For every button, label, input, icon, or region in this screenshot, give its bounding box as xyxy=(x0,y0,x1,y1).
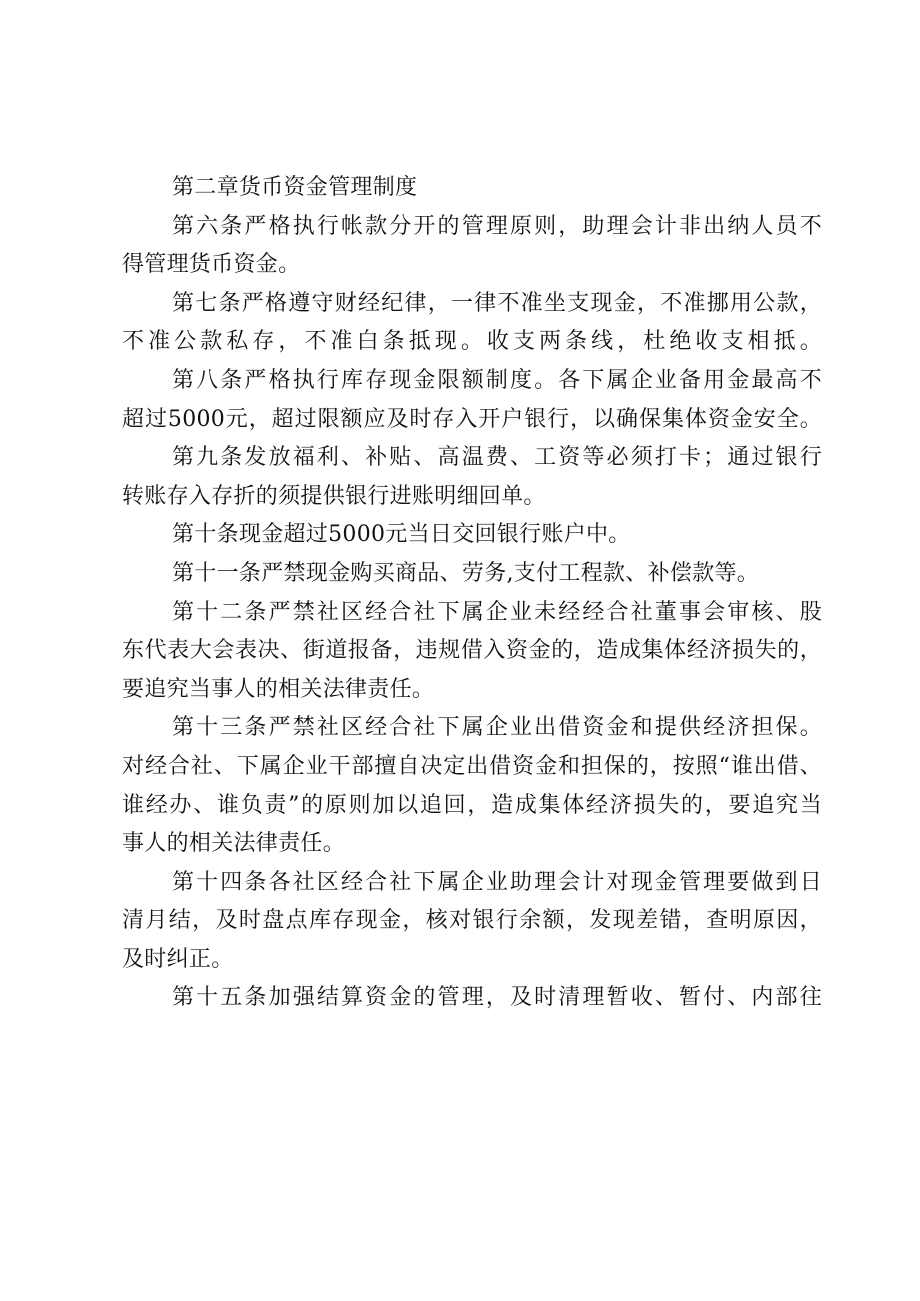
text-line: 超过5000元，超过限额应及时存入开户银行，以确保集体资金安全。 xyxy=(122,406,822,432)
text-line: 第九条发放福利、补贴、高温费、工资等必须打卡；通过银行 xyxy=(172,445,822,471)
text-line: 谁经办、谁负责”的原则加以追回，造成集体经济损失的，要追究当 xyxy=(122,792,822,818)
text-line: 第十二条严禁社区经合社下属企业未经经合社董事会审核、股 xyxy=(172,599,822,625)
text-line: 不准公款私存，不准白条抵现。收支两条线，杜绝收支相抵。 xyxy=(122,329,822,355)
text-line: 第十五条加强结算资金的管理，及时清理暂收、暂付、内部往 xyxy=(172,985,822,1011)
text-line: 第十三条严禁社区经合社下属企业出借资金和提供经济担保。 xyxy=(172,715,822,741)
text-line: 第十条现金超过5000元当日交回银行账户中。 xyxy=(172,522,631,548)
text-line: 事人的相关法律责任。 xyxy=(122,831,346,857)
text-line: 要追究当事人的相关法律责任。 xyxy=(122,676,435,702)
text-line: 对经合社、下属企业干部擅自决定出借资金和担保的，按照“谁出借、 xyxy=(122,753,822,779)
text-line: 第七条严格遵守财经纪律，一律不准坐支现金，不准挪用公款， xyxy=(172,290,822,316)
text-line: 第八条严格执行库存现金限额制度。各下属企业备用金最高不 xyxy=(172,367,822,393)
chapter-heading: 第二章货币资金管理制度 xyxy=(172,175,418,200)
text-line: 转账存入存折的须提供银行进账明细回单。 xyxy=(122,483,546,509)
text-line: 及时纠正。 xyxy=(122,946,234,972)
text-line: 东代表大会表决、街道报备，违规借入资金的，造成集体经济损失的， xyxy=(122,638,822,664)
document-body xyxy=(122,169,822,1018)
text-line: 第十一条严禁现金购买商品、劳务,支付工程款、补偿款等。 xyxy=(172,560,760,586)
text-line: 第六条严格执行帐款分开的管理原则，助理会计非出纳人员不 xyxy=(172,213,822,239)
text-line: 第十四条各社区经合社下属企业助理会计对现金管理要做到日 xyxy=(172,869,822,895)
text-line: 得管理货币资金。 xyxy=(122,252,301,278)
text-line: 清月结，及时盘点库存现金，核对银行余额，发现差错，查明原因， xyxy=(122,908,822,934)
